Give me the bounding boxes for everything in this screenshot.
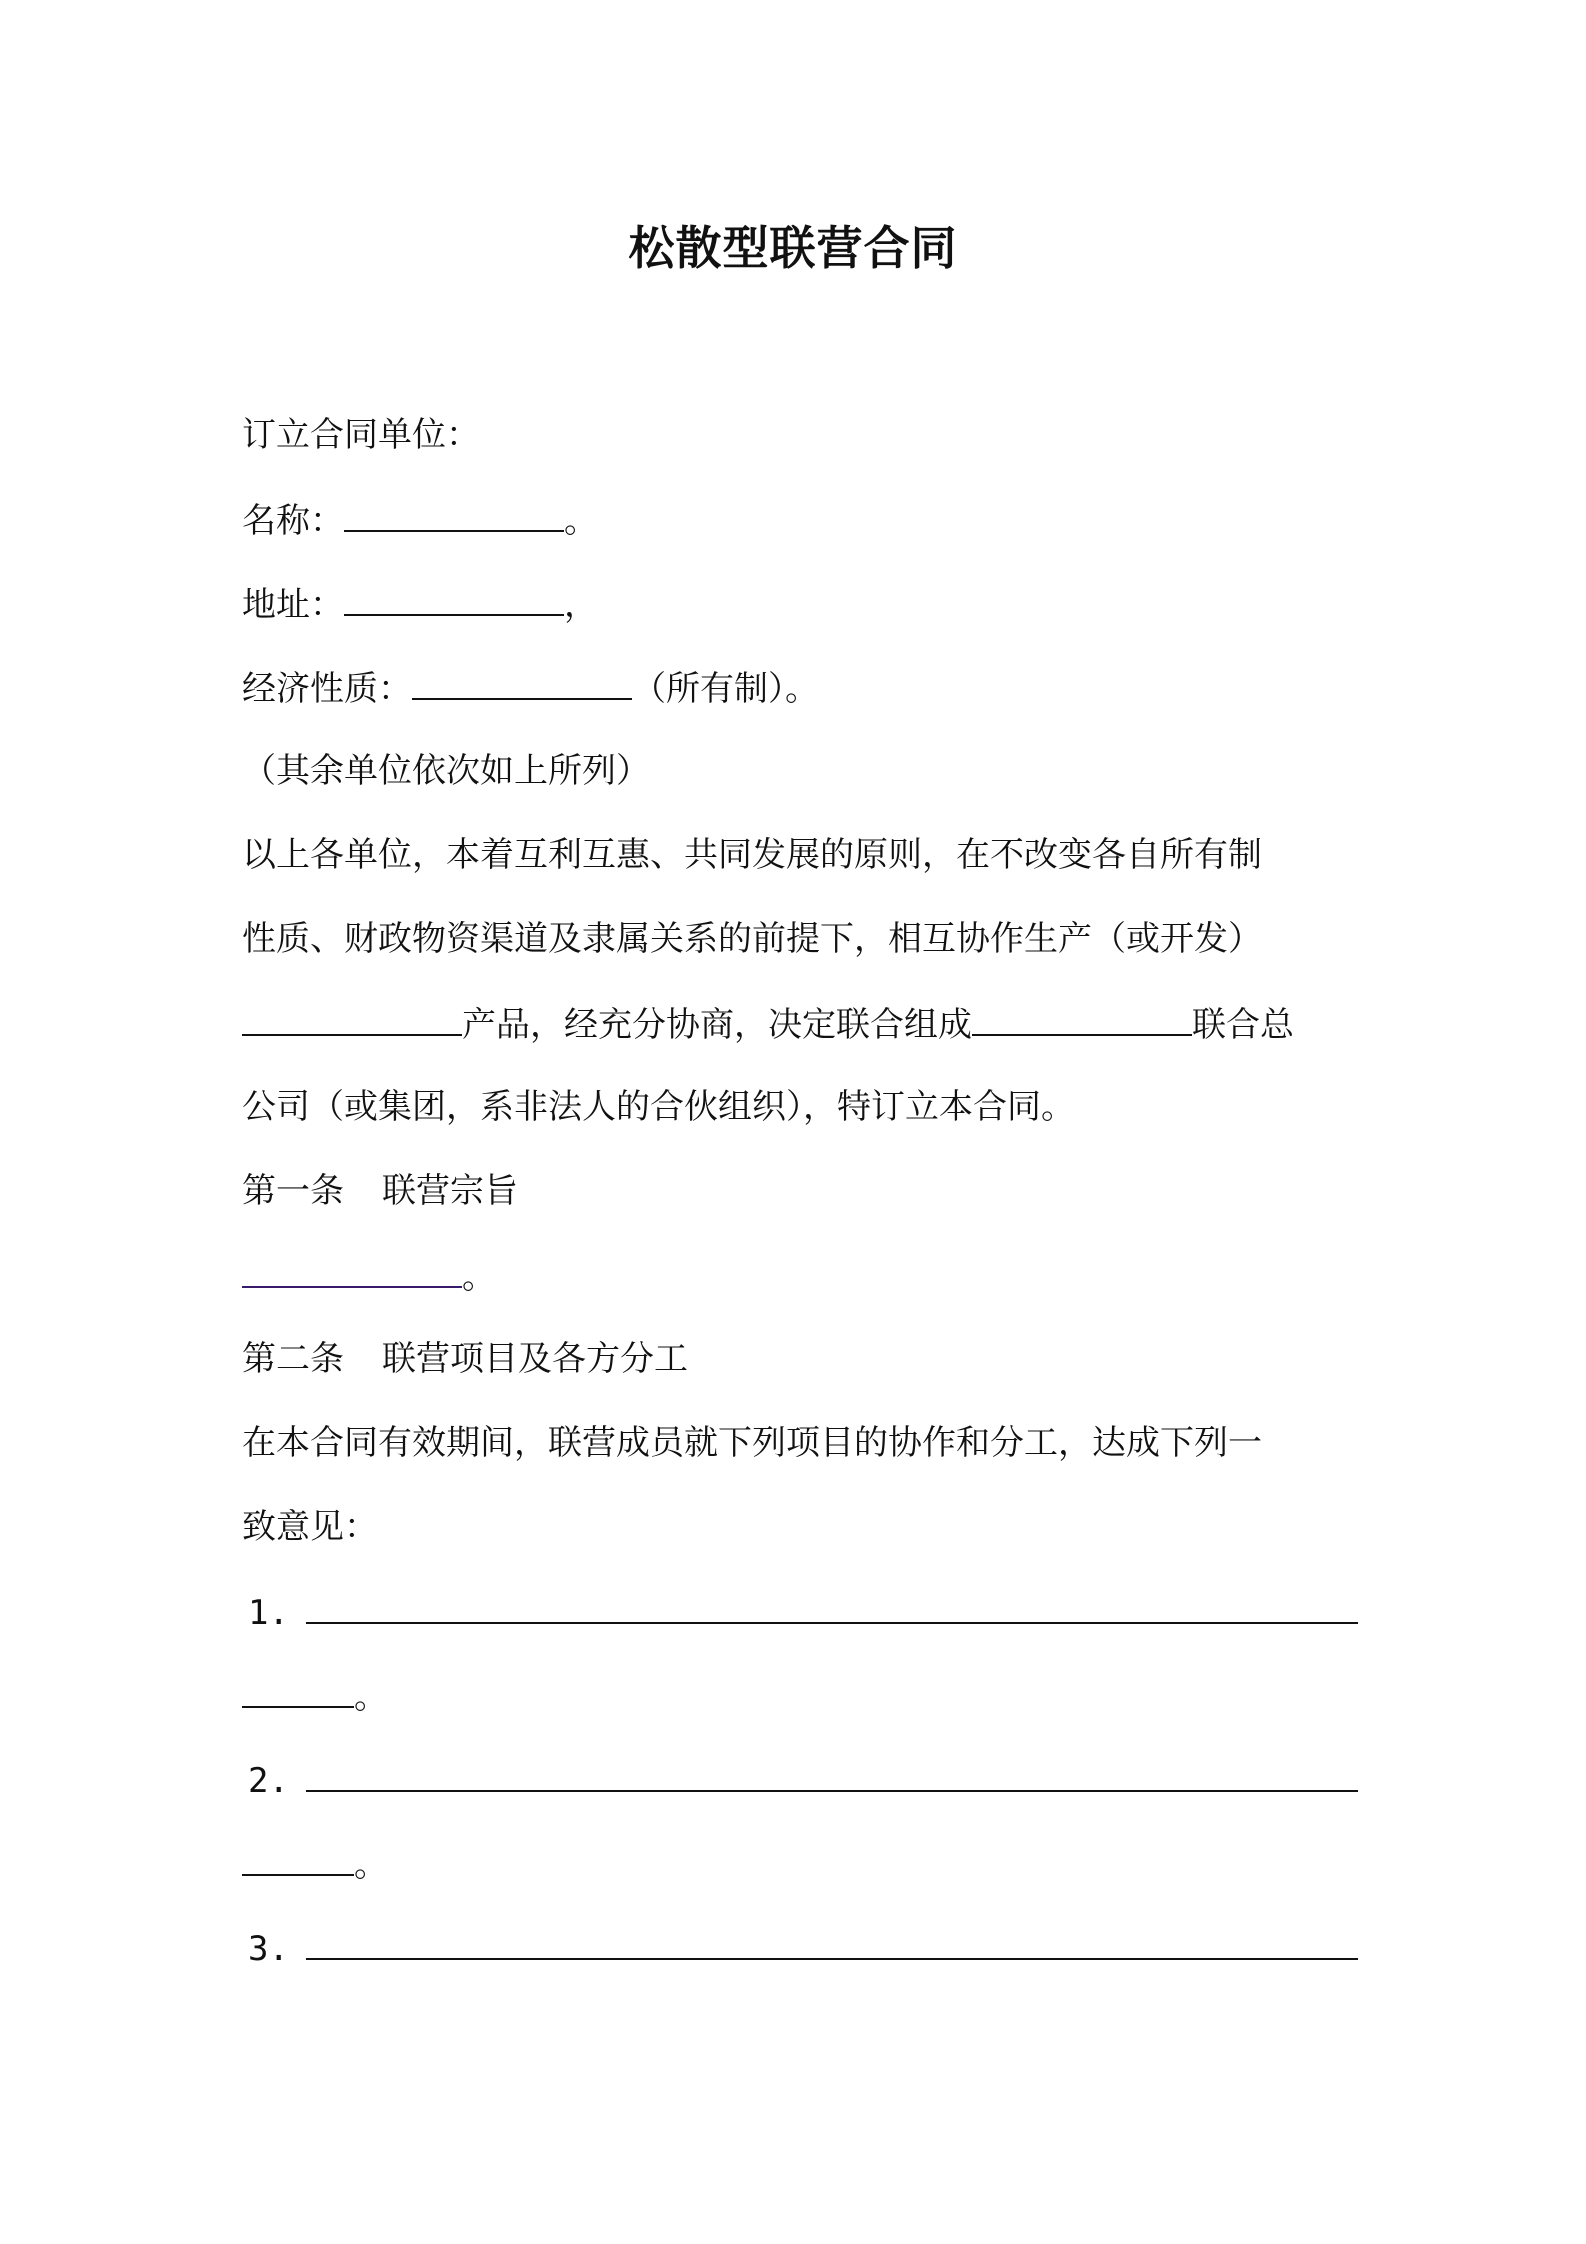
item-1-blank <box>306 1586 1358 1624</box>
item-3-number: 3. <box>248 1929 289 1969</box>
preamble-line-4: 公司（或集团，系非法人的合伙组织），特订立本合同。 <box>242 1087 1075 1127</box>
nature-end: （所有制）。 <box>632 669 819 709</box>
parties-note: （其余单位依次如上所列） <box>242 751 650 791</box>
preamble-line-3-a: 产品，经充分协商，决定联合组成 <box>462 1005 972 1045</box>
item-2-blank-cont <box>242 1838 354 1876</box>
article-2-heading <box>242 1334 1352 1384</box>
nature-label: 经济性质： <box>242 669 412 709</box>
article-2-line-2: 致意见： <box>242 1507 378 1547</box>
party-name-line <box>242 494 1352 546</box>
item-1-end: 。 <box>354 1677 388 1717</box>
preamble-line-3-b: 联合总 <box>1192 1005 1294 1045</box>
item-1-continuation <box>242 1670 1352 1722</box>
article-1-content <box>242 1250 1352 1302</box>
name-label: 名称： <box>242 501 344 541</box>
product-blank <box>242 998 462 1036</box>
preamble-line-3 <box>242 998 1352 1050</box>
item-1-number: 1. <box>248 1593 289 1633</box>
item-2-continuation <box>242 1838 1352 1890</box>
address-blank <box>344 578 564 616</box>
purpose-blank <box>242 1250 462 1288</box>
address-label: 地址： <box>242 585 344 625</box>
item-2-number: 2. <box>248 1761 289 1801</box>
company-blank <box>972 998 1192 1036</box>
page-title: 松散型联营合同 <box>628 221 958 275</box>
name-blank <box>344 494 564 532</box>
article-1-title: 联营宗旨 <box>382 1171 518 1211</box>
item-1-blank-cont <box>242 1670 354 1708</box>
item-2-line <box>242 1754 1352 1806</box>
article-1-heading <box>242 1166 1352 1216</box>
article-2-line-1: 在本合同有效期间，联营成员就下列项目的协作和分工，达成下列一 <box>242 1423 1262 1463</box>
preamble-line-1: 以上各单位，本着互利互惠、共同发展的原则，在不改变各自所有制 <box>242 835 1262 875</box>
name-end: 。 <box>564 501 598 541</box>
preamble-line-2: 性质、财政物资渠道及隶属关系的前提下，相互协作生产（或开发） <box>242 919 1262 959</box>
item-3-blank <box>306 1922 1358 1960</box>
item-1-line <box>242 1586 1352 1638</box>
article-1-end: 。 <box>462 1257 496 1297</box>
item-3-line <box>242 1922 1352 1974</box>
article-2-number: 第二条 <box>242 1339 344 1379</box>
party-nature-line <box>242 662 1352 714</box>
article-2-title: 联营项目及各方分工 <box>382 1339 688 1379</box>
nature-blank <box>412 662 632 700</box>
article-1-number: 第一条 <box>242 1171 344 1211</box>
party-address-line <box>242 578 1352 630</box>
address-end: ， <box>564 585 598 625</box>
item-2-end: 。 <box>354 1845 388 1885</box>
parties-heading: 订立合同单位： <box>242 415 480 455</box>
item-2-blank <box>306 1754 1358 1792</box>
